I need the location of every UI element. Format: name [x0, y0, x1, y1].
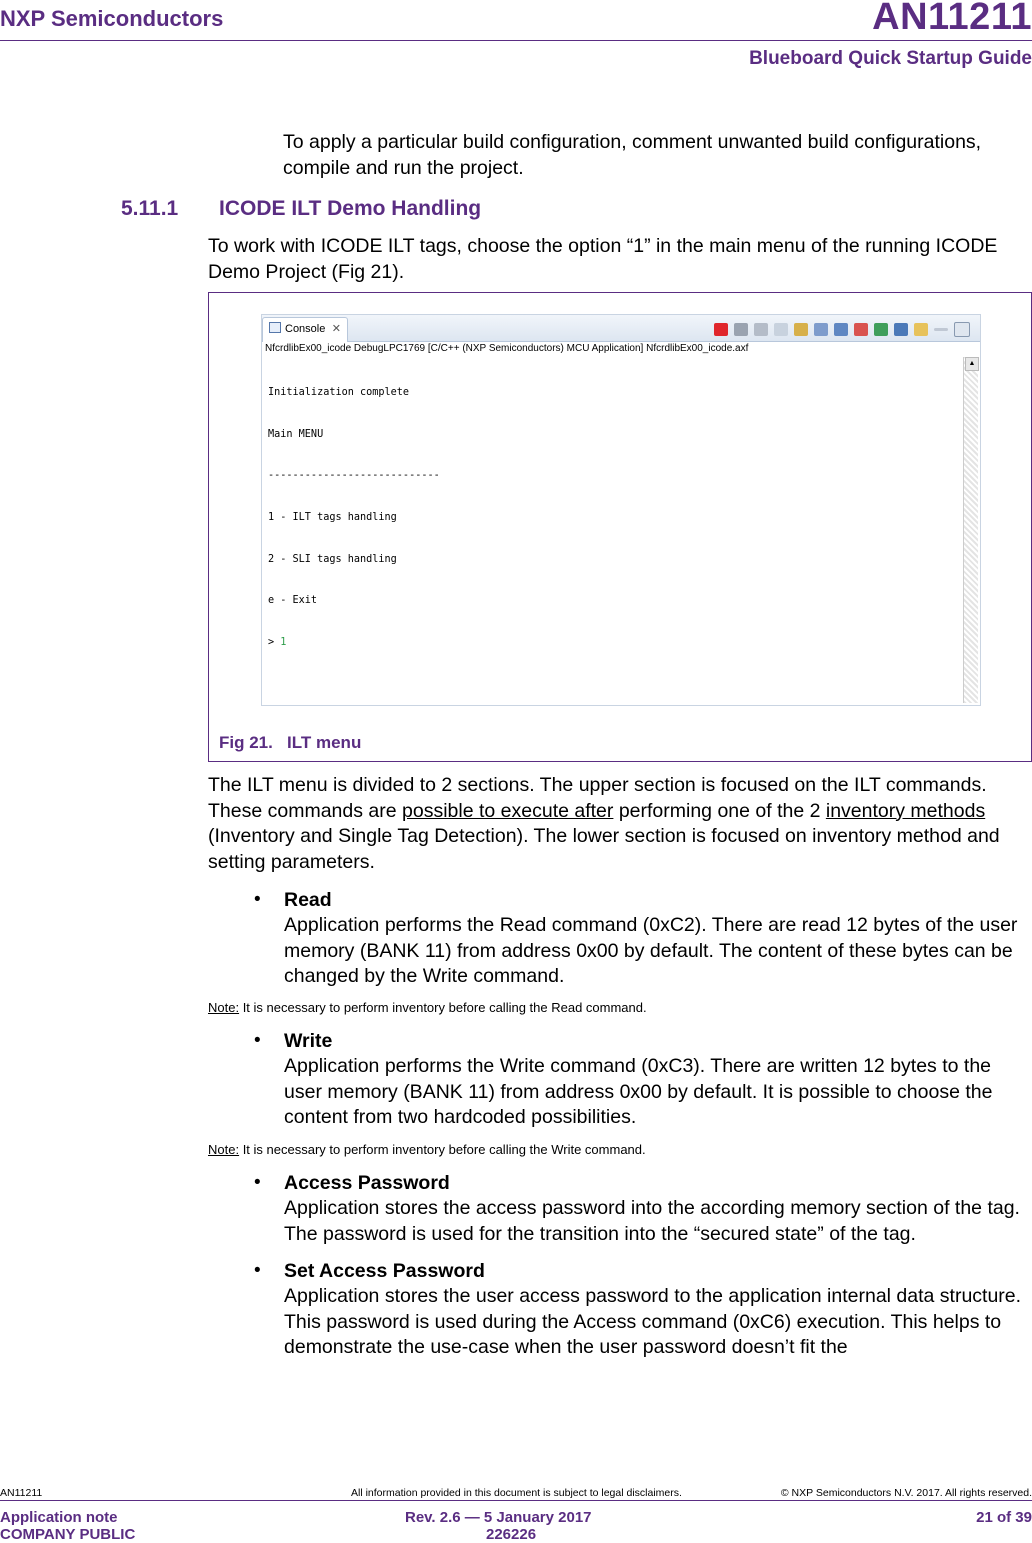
figure-caption	[219, 733, 361, 753]
figure-title: ILT menu	[287, 733, 362, 752]
console-line: e - Exit	[268, 595, 318, 607]
console-scrollbar[interactable]	[963, 357, 978, 703]
header-subtitle: Blueboard Quick Startup Guide	[749, 48, 1032, 69]
console-user-input: 1	[280, 637, 287, 649]
console-launch-path: NfcrdlibEx00_icode DebugLPC1769 [C/C++ (NXP Semiconductors) MCU Application] NfcrdlibEx00_icode.axf	[265, 343, 749, 354]
section-title: ICODE ILT Demo Handling	[219, 197, 482, 220]
body-paragraph	[208, 773, 1030, 875]
header-company: NXP Semiconductors	[0, 6, 224, 31]
bullet-text-set-access-password: Application stores the user access password to the application internal data structure. This password is used during the Access command (0xC6) execution. This helps to demonstrate the use-case when the user password doesn’t fit the	[284, 1285, 1022, 1358]
console-tabbar	[262, 315, 980, 342]
bullet-icon: •	[254, 1030, 261, 1051]
header-doc-id: AN11211	[872, 0, 1032, 38]
console-tab-label: Console	[285, 323, 326, 335]
display-console-icon[interactable]	[894, 323, 908, 336]
bullet-title-set-access-password: Set Access Password	[284, 1260, 485, 1282]
bullet-title-write: Write	[284, 1030, 333, 1052]
minimize-icon[interactable]	[934, 328, 948, 331]
footer-rule	[0, 1500, 1032, 1501]
console-line	[268, 678, 958, 692]
show-stdout-icon[interactable]	[834, 323, 848, 336]
scroll-up-icon[interactable]: ▲	[965, 357, 979, 371]
remove-launch-icon[interactable]	[734, 323, 748, 336]
console-line: ----------------------------	[268, 470, 440, 482]
close-icon[interactable]: ✕	[331, 323, 341, 335]
console-line: 2 - SLI tags handling	[268, 553, 397, 565]
section-number: 5.11.1	[121, 197, 179, 220]
bullet-icon: •	[254, 889, 261, 910]
footer-doc-number: 226226	[486, 1526, 537, 1543]
intro-paragraph: To apply a particular build configuration, comment unwanted build configurations, compile and run the project.	[283, 131, 982, 179]
open-console-icon[interactable]	[914, 323, 928, 336]
header-rule	[0, 40, 1032, 41]
console-icon	[269, 322, 281, 333]
footer-page-number: 21 of 39	[976, 1509, 1032, 1526]
bullet-icon: •	[254, 1260, 261, 1281]
remove-all-icon[interactable]	[754, 323, 768, 336]
console-output[interactable]	[268, 358, 958, 706]
body-text: performing one of the 2	[613, 799, 826, 822]
console-line: 1 - ILT tags handling	[268, 511, 397, 523]
console-toolbar	[714, 321, 970, 337]
bullet-title-access-password: Access Password	[284, 1172, 450, 1194]
bullet-text-access-password: Application stores the access password into the according memory section of the tag. The password is used for the transition into the “secured state” of the tag.	[284, 1197, 1020, 1245]
show-stderr-icon[interactable]	[854, 323, 868, 336]
console-prompt: >	[268, 637, 281, 649]
footer-copyright: © NXP Semiconductors N.V. 2017. All rights reserved.	[780, 1487, 1032, 1499]
footer-doc-id: AN11211	[0, 1487, 43, 1499]
body-text: (Inventory and Single Tag Detection). The lower section is focused on inventory method and setting parameters.	[208, 825, 1000, 873]
console-tab[interactable]	[262, 317, 348, 342]
section-paragraph: To work with ICODE ILT tags, choose the option “1” in the main menu of the running ICODE Demo Project (Fig 21).	[208, 235, 998, 283]
console-screenshot	[261, 314, 981, 706]
note-read	[208, 1000, 647, 1015]
note-text: It is necessary to perform inventory before calling the Read command.	[239, 1000, 647, 1015]
console-line: Initialization complete	[268, 386, 410, 398]
scroll-lock-icon[interactable]	[794, 323, 808, 336]
bullet-title-read: Read	[284, 889, 332, 911]
console-line-input	[268, 636, 958, 650]
maximize-icon[interactable]	[954, 322, 970, 337]
bullet-icon: •	[254, 1172, 261, 1193]
link-inventory-methods[interactable]: inventory methods	[825, 799, 986, 822]
footer-doc-type: Application note	[0, 1509, 118, 1526]
bullet-text-write: Application performs the Write command (0xC3). There are written 12 bytes to the user memory (BANK 11) from address 0x00 by default. It is possible to choose the content from two hardcoded possibilities.	[284, 1055, 993, 1128]
bullet-text-read: Application performs the Read command (0xC2). There are read 12 bytes of the user memory (BANK 11) from address 0x00 by default. The content of these bytes can be changed by the Write command.	[284, 914, 1018, 987]
body-text: The ILT menu is divided to 2 sections. The upper section is focused on the ILT commands. These commands are	[208, 774, 987, 822]
pin-console-icon[interactable]	[874, 323, 888, 336]
terminate-icon[interactable]	[714, 323, 728, 336]
note-label: Note:	[208, 1142, 240, 1157]
word-wrap-icon[interactable]	[814, 323, 828, 336]
link-execute-after[interactable]: possible to execute after	[402, 799, 614, 822]
footer-classification: COMPANY PUBLIC	[0, 1526, 136, 1543]
console-line: Main MENU	[268, 428, 324, 440]
footer-revision: Rev. 2.6 — 5 January 2017	[405, 1509, 592, 1526]
footer-disclaimer: All information provided in this document is subject to legal disclaimers.	[351, 1487, 682, 1499]
note-label: Note:	[208, 1000, 240, 1015]
clear-console-icon[interactable]	[774, 323, 788, 336]
note-write	[208, 1142, 646, 1157]
note-text: It is necessary to perform inventory before calling the Write command.	[239, 1142, 646, 1157]
figure-number: Fig 21.	[219, 733, 273, 752]
